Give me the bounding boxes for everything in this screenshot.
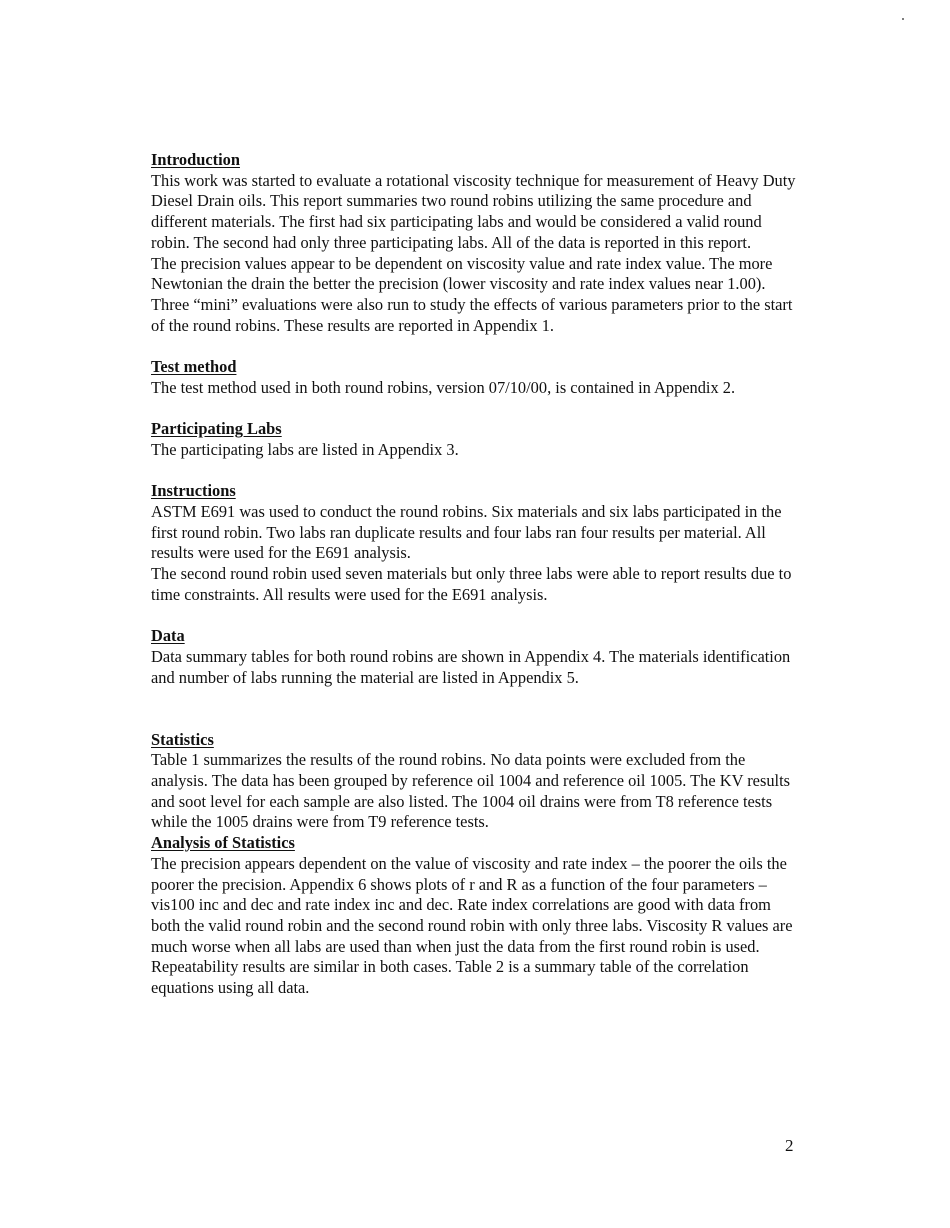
heading-participating-labs: Participating Labs bbox=[151, 419, 282, 439]
data-paragraph: Data summary tables for both round robins are shown in Appendix 4. The materials identification and number of labs running the material are listed in Appendix 5. bbox=[151, 646, 791, 687]
heading-instructions: Instructions bbox=[151, 481, 236, 501]
introduction-paragraph-1: This work was started to evaluate a rotational viscosity technique for measurement of Heavy Duty Diesel Drain oils. This report summaries two round robins utilizing the same procedure and different materials. The first had six participating labs and would be considered a valid round robin. The second had only three participating labs. All of the data is reported in this report. bbox=[151, 170, 796, 252]
section-instructions bbox=[151, 481, 801, 605]
section-participating-labs bbox=[151, 419, 801, 460]
section-data bbox=[151, 626, 801, 688]
section-analysis-of-statistics bbox=[151, 833, 801, 999]
instructions-paragraph-1: ASTM E691 was used to conduct the round robins. Six materials and six labs participated in the first round robin. Two labs ran duplicate results and four labs ran four results per material. All results were used for the E691 analysis. bbox=[151, 501, 782, 563]
heading-test-method: Test method bbox=[151, 357, 237, 377]
test-method-paragraph: The test method used in both round robins, version 07/10/00, is contained in Appendix 2. bbox=[151, 377, 736, 397]
heading-statistics: Statistics bbox=[151, 729, 214, 749]
heading-data: Data bbox=[151, 626, 185, 646]
section-introduction bbox=[151, 150, 801, 336]
document-body bbox=[151, 150, 801, 999]
instructions-paragraph-2: The second round robin used seven materials but only three labs were able to report results due to time constraints. All results were used for the E691 analysis. bbox=[151, 564, 792, 604]
introduction-paragraph-2: The precision values appear to be dependent on viscosity value and rate index value. The more Newtonian the drain the better the precision (lower viscosity and rate index values near 1.00). Three “mini” evaluations were also run to study the effects of various parameters prior to the start of the round robins. These results are reported in Appendix 1. bbox=[151, 253, 793, 335]
page-number: 2 bbox=[785, 1136, 794, 1155]
scan-speck bbox=[902, 18, 904, 20]
statistics-paragraph: Table 1 summarizes the results of the round robins. No data points were excluded from the analysis. The data has been grouped by reference oil 1004 and reference oil 1005. The KV results and soot level for each sample are also listed. The 1004 oil drains were from T8 reference tests while the 1005 drains were from T9 reference tests. bbox=[151, 750, 791, 832]
heading-analysis-of-statistics: Analysis of Statistics bbox=[151, 833, 295, 853]
heading-introduction: Introduction bbox=[151, 150, 240, 169]
section-statistics bbox=[151, 730, 801, 834]
section-test-method bbox=[151, 357, 801, 398]
participating-labs-paragraph: The participating labs are listed in Appendix 3. bbox=[151, 439, 459, 459]
analysis-of-statistics-paragraph: The precision appears dependent on the value of viscosity and rate index – the poorer the oils the poorer the precision. Appendix 6 shows plots of r and R as a function of the four parameters – vis100 inc and dec and rate index inc and dec. Rate index correlations are good with data from both the valid round robin and the second round robin with only three labs. Viscosity R values are much worse when all labs are used than when just the data from the first round robin is used. Repeatability results are similar in both cases. Table 2 is a summary table of the correlation equations using all data. bbox=[151, 853, 793, 998]
